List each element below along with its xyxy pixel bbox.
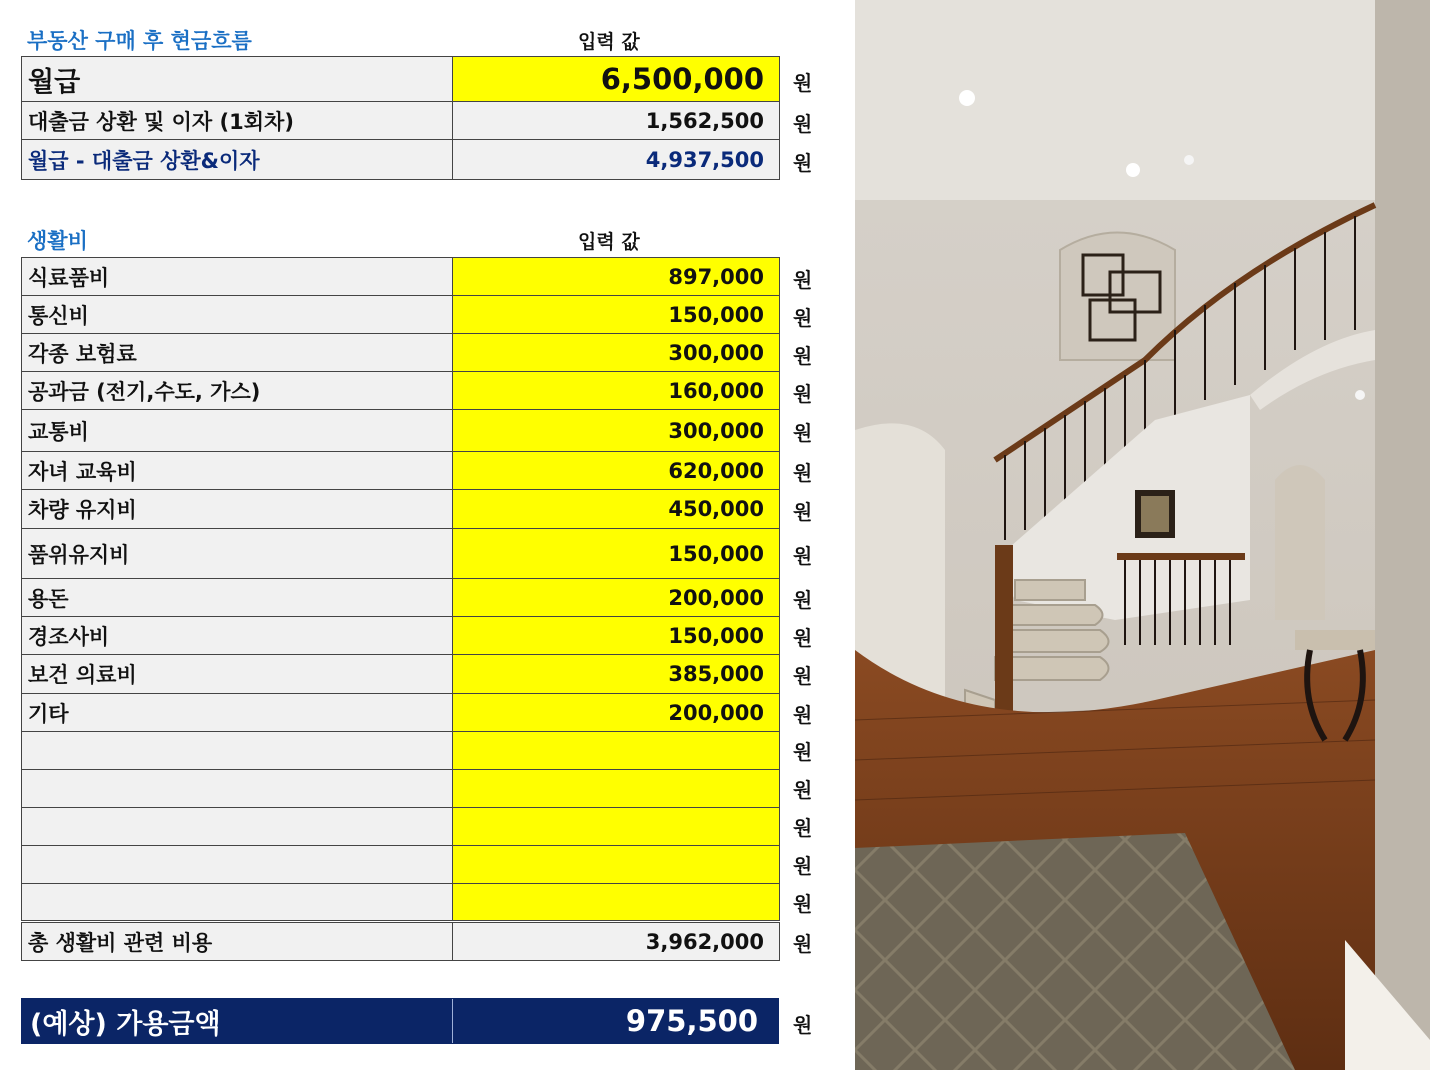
total-label: 총 생활비 관련 비용: [22, 922, 453, 961]
expense-label: 용돈: [22, 579, 453, 617]
expense-label: 식료품비: [22, 258, 453, 296]
expense-input[interactable]: 620,000: [453, 452, 780, 490]
living-table: [21, 257, 780, 961]
table-row: [22, 884, 780, 922]
unit-label: 원: [793, 421, 813, 445]
unit-label: 원: [793, 932, 813, 956]
expense-input[interactable]: 897,000: [453, 258, 780, 296]
expense-input[interactable]: 300,000: [453, 410, 780, 452]
unit-label: 원: [793, 461, 813, 485]
expense-input[interactable]: 300,000: [453, 334, 780, 372]
table-row: [22, 102, 780, 140]
expense-label: [22, 770, 453, 808]
living-title: 생활비: [27, 229, 88, 253]
table-row: [22, 452, 780, 490]
expense-label: 자녀 교육비: [22, 452, 453, 490]
cashflow-table: [21, 56, 780, 180]
expense-input[interactable]: 385,000: [453, 655, 780, 694]
table-row: [22, 922, 780, 961]
unit-label: 원: [793, 500, 813, 524]
unit-label: 원: [793, 268, 813, 292]
unit-label: 원: [793, 816, 813, 840]
table-row: [22, 808, 780, 846]
expense-input[interactable]: [453, 846, 780, 884]
unit-label: 원: [793, 778, 813, 802]
expense-input[interactable]: 150,000: [453, 529, 780, 579]
expense-label: [22, 732, 453, 770]
unit-label: 원: [793, 664, 813, 688]
table-row: [22, 410, 780, 452]
expense-input[interactable]: [453, 770, 780, 808]
table-row: [22, 694, 780, 732]
salary-label: 월급: [22, 57, 453, 102]
table-row: [22, 655, 780, 694]
available-amount-row: [21, 998, 779, 1044]
table-row: [22, 57, 780, 102]
expense-label: 통신비: [22, 296, 453, 334]
cashflow-input-header: 입력 값: [578, 31, 640, 53]
net-salary-label: 월급 - 대출금 상환&이자: [22, 140, 453, 180]
table-row: [22, 846, 780, 884]
expense-label: 교통비: [22, 410, 453, 452]
expense-label: [22, 884, 453, 922]
expense-input[interactable]: 150,000: [453, 296, 780, 334]
available-amount-label: (예상) 가용금액: [22, 999, 453, 1043]
unit-label: 원: [793, 1013, 813, 1037]
table-row: [22, 617, 780, 655]
unit-label: 원: [793, 151, 813, 175]
expense-input[interactable]: 200,000: [453, 694, 780, 732]
expense-input[interactable]: [453, 808, 780, 846]
unit-label: 원: [793, 588, 813, 612]
expense-input[interactable]: [453, 884, 780, 922]
salary-input[interactable]: 6,500,000: [453, 57, 780, 102]
expense-label: [22, 846, 453, 884]
expense-label: 기타: [22, 694, 453, 732]
table-row: [22, 490, 780, 529]
table-row: [22, 140, 780, 180]
net-salary-value: 4,937,500: [453, 140, 780, 180]
unit-label: 원: [793, 892, 813, 916]
expense-label: 경조사비: [22, 617, 453, 655]
total-value: 3,962,000: [453, 922, 780, 961]
expense-input[interactable]: [453, 732, 780, 770]
table-row: [22, 770, 780, 808]
table-row: [22, 296, 780, 334]
table-row: [22, 258, 780, 296]
living-input-header: 입력 값: [578, 231, 640, 253]
unit-label: 원: [793, 703, 813, 727]
loan-value: 1,562,500: [453, 102, 780, 140]
table-row: [22, 732, 780, 770]
loan-label: 대출금 상환 및 이자 (1회차): [22, 102, 453, 140]
unit-label: 원: [793, 382, 813, 406]
unit-label: 원: [793, 71, 813, 95]
table-row: [22, 372, 780, 410]
table-row: [22, 579, 780, 617]
available-amount-value: 975,500: [625, 1004, 758, 1038]
expense-input[interactable]: 200,000: [453, 579, 780, 617]
table-row: [22, 529, 780, 579]
cashflow-title: 부동산 구매 후 현금흐름: [27, 29, 252, 53]
unit-label: 원: [793, 306, 813, 330]
expense-label: 품위유지비: [22, 529, 453, 579]
expense-label: 각종 보험료: [22, 334, 453, 372]
expense-label: 차량 유지비: [22, 490, 453, 529]
staircase-interior-photo: [855, 0, 1430, 1070]
expense-label: [22, 808, 453, 846]
unit-label: 원: [793, 740, 813, 764]
expense-input[interactable]: 150,000: [453, 617, 780, 655]
expense-label: 공과금 (전기,수도, 가스): [22, 372, 453, 410]
expense-label: 보건 의료비: [22, 655, 453, 694]
table-row: [22, 334, 780, 372]
unit-label: 원: [793, 854, 813, 878]
expense-input[interactable]: 450,000: [453, 490, 780, 529]
unit-label: 원: [793, 344, 813, 368]
unit-label: 원: [793, 626, 813, 650]
expense-input[interactable]: 160,000: [453, 372, 780, 410]
unit-label: 원: [793, 112, 813, 136]
unit-label: 원: [793, 544, 813, 568]
